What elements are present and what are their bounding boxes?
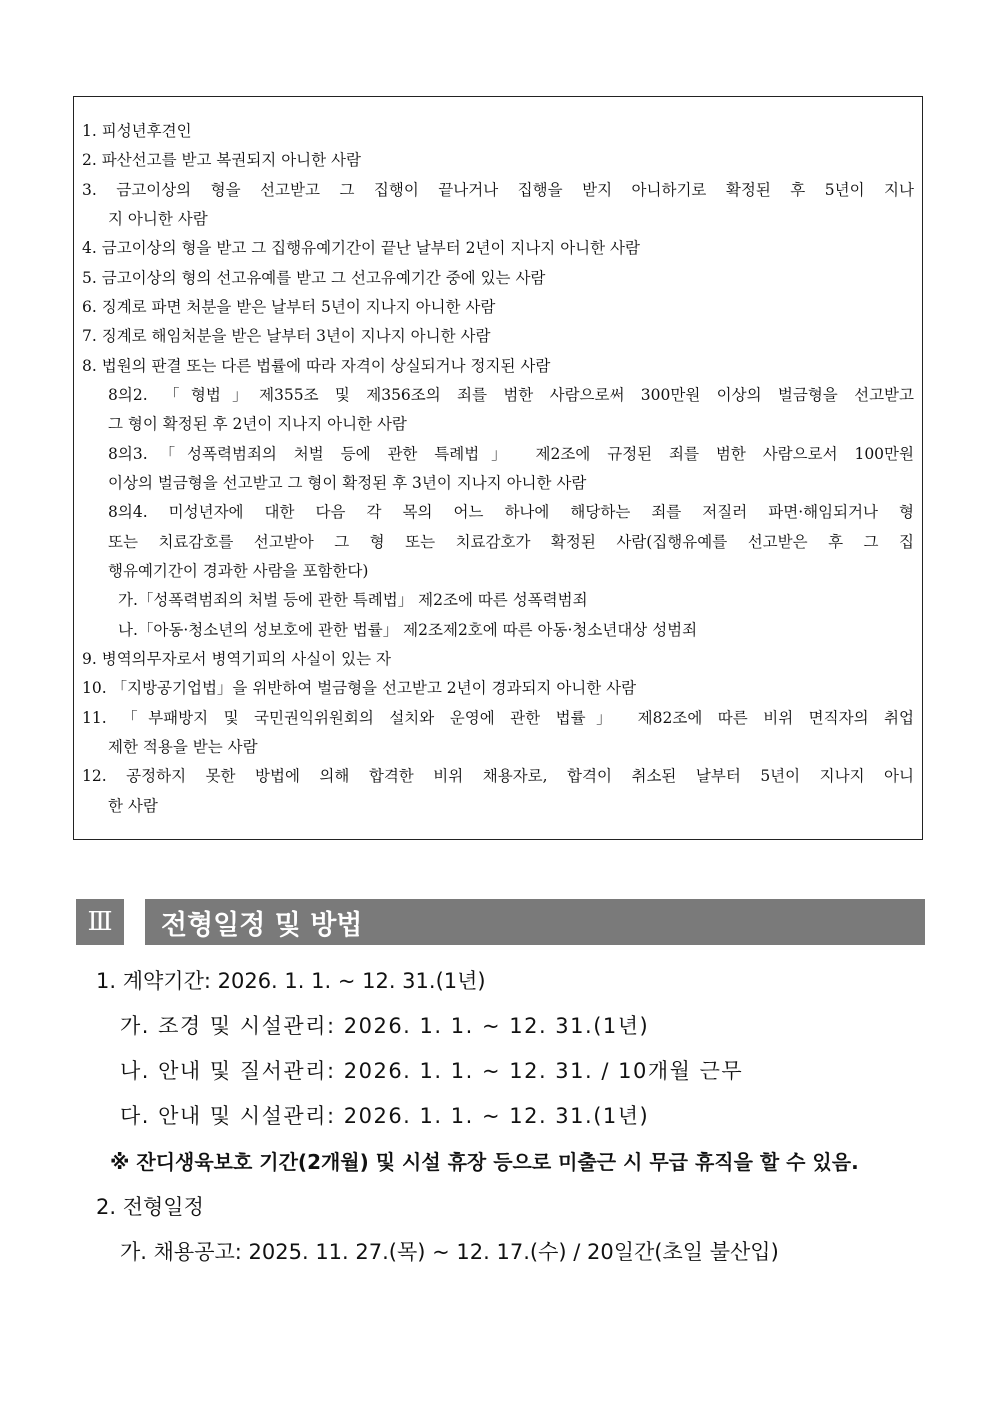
contract-item: 나. 안내 및 질서관리: 2026. 1. 1. ~ 12. 31. / 10개월 근무 <box>120 1059 744 1083</box>
list-item: 지 아니한 사람 <box>108 210 208 228</box>
list-item: 3. 금고이상의 형을 선고받고 그 집행이 끝나거나 집행을 받지 아니하기로 확정된 후 5년이 지나 <box>82 181 914 199</box>
list-item: 또는 치료감호를 선고받아 그 형 또는 치료감호가 확정된 사람(집행유예를 선고받은 후 그 집 <box>108 533 914 551</box>
list-item: 10. 「지방공기업법」을 위반하여 벌금형을 선고받고 2년이 경과되지 아니한 사람 <box>82 679 637 697</box>
list-item: 7. 징계로 해임처분을 받은 날부터 3년이 지나지 아니한 사람 <box>82 327 491 345</box>
list-item: 8의3.「성폭력범죄의 처벌 등에 관한 특례법」 제2조에 규정된 죄를 범한 사람으로서 100만원 <box>108 445 914 463</box>
list-item: 이상의 벌금형을 선고받고 그 형이 확정된 후 3년이 지나지 아니한 사람 <box>108 474 587 492</box>
list-item: 나.「아동·청소년의 성보호에 관한 법률」 제2조제2호에 따른 아동·청소년대상 성범죄 <box>118 621 698 639</box>
contract-item: 다. 안내 및 시설관리: 2026. 1. 1. ~ 12. 31.(1년) <box>120 1104 650 1128</box>
list-item: 2. 파산선고를 받고 복권되지 아니한 사람 <box>82 151 361 169</box>
list-item: 그 형이 확정된 후 2년이 지나지 아니한 사람 <box>108 415 407 433</box>
list-item: 8. 법원의 판결 또는 다른 법률에 따라 자격이 상실되거나 정지된 사람 <box>82 357 551 375</box>
list-item: 5. 금고이상의 형의 선고유예를 받고 그 선고유예기간 중에 있는 사람 <box>82 269 546 287</box>
list-item: 제한 적용을 받는 사람 <box>108 738 258 756</box>
list-item: 9. 병역의무자로서 병역기피의 사실이 있는 자 <box>82 650 391 668</box>
section-number: Ⅲ <box>76 899 124 945</box>
list-item: 가.「성폭력범죄의 처벌 등에 관한 특례법」 제2조에 따른 성폭력범죄 <box>118 591 588 609</box>
schedule-item: 가. 채용공고: 2025. 11. 27.(목) ~ 12. 17.(수) / 20일간(초일 불산입) <box>120 1240 779 1264</box>
contract-note: ※ 잔디생육보호 기간(2개월) 및 시설 휴장 등으로 미출근 시 무급 휴직을 할 수 있음. <box>110 1150 859 1174</box>
contract-heading: 1. 계약기간: 2026. 1. 1. ~ 12. 31.(1년) <box>96 969 486 993</box>
disqualification-box <box>73 96 923 840</box>
list-item: 6. 징계로 파면 처분을 받은 날부터 5년이 지나지 아니한 사람 <box>82 298 496 316</box>
contract-item: 가. 조경 및 시설관리: 2026. 1. 1. ~ 12. 31.(1년) <box>120 1014 650 1038</box>
list-item: 12. 공정하지 못한 방법에 의해 합격한 비위 채용자로, 합격이 취소된 날부터 5년이 지나지 아니 <box>82 767 914 785</box>
list-item: 8의2. 「형법」제355조 및 제356조의 죄를 범한 사람으로써 300만원 이상의 벌금형을 선고받고 <box>108 386 914 404</box>
list-item: 4. 금고이상의 형을 받고 그 집행유예기간이 끝난 날부터 2년이 지나지 아니한 사람 <box>82 239 640 257</box>
schedule-heading: 2. 전형일정 <box>96 1195 204 1219</box>
section-title: 전형일정 및 방법 <box>145 899 925 945</box>
list-item: 1. 피성년후견인 <box>82 122 192 140</box>
list-item: 한 사람 <box>108 797 158 815</box>
list-item: 행유예기간이 경과한 사람을 포함한다) <box>108 562 369 580</box>
list-item: 8의4. 미성년자에 대한 다음 각 목의 어느 하나에 해당하는 죄를 저질러 파면·해임되거나 형 <box>108 503 914 521</box>
list-item: 11. 「부패방지 및 국민권익위원회의 설치와 운영에 관한 법률」 제82조에 따른 비위 면직자의 취업 <box>82 709 914 727</box>
